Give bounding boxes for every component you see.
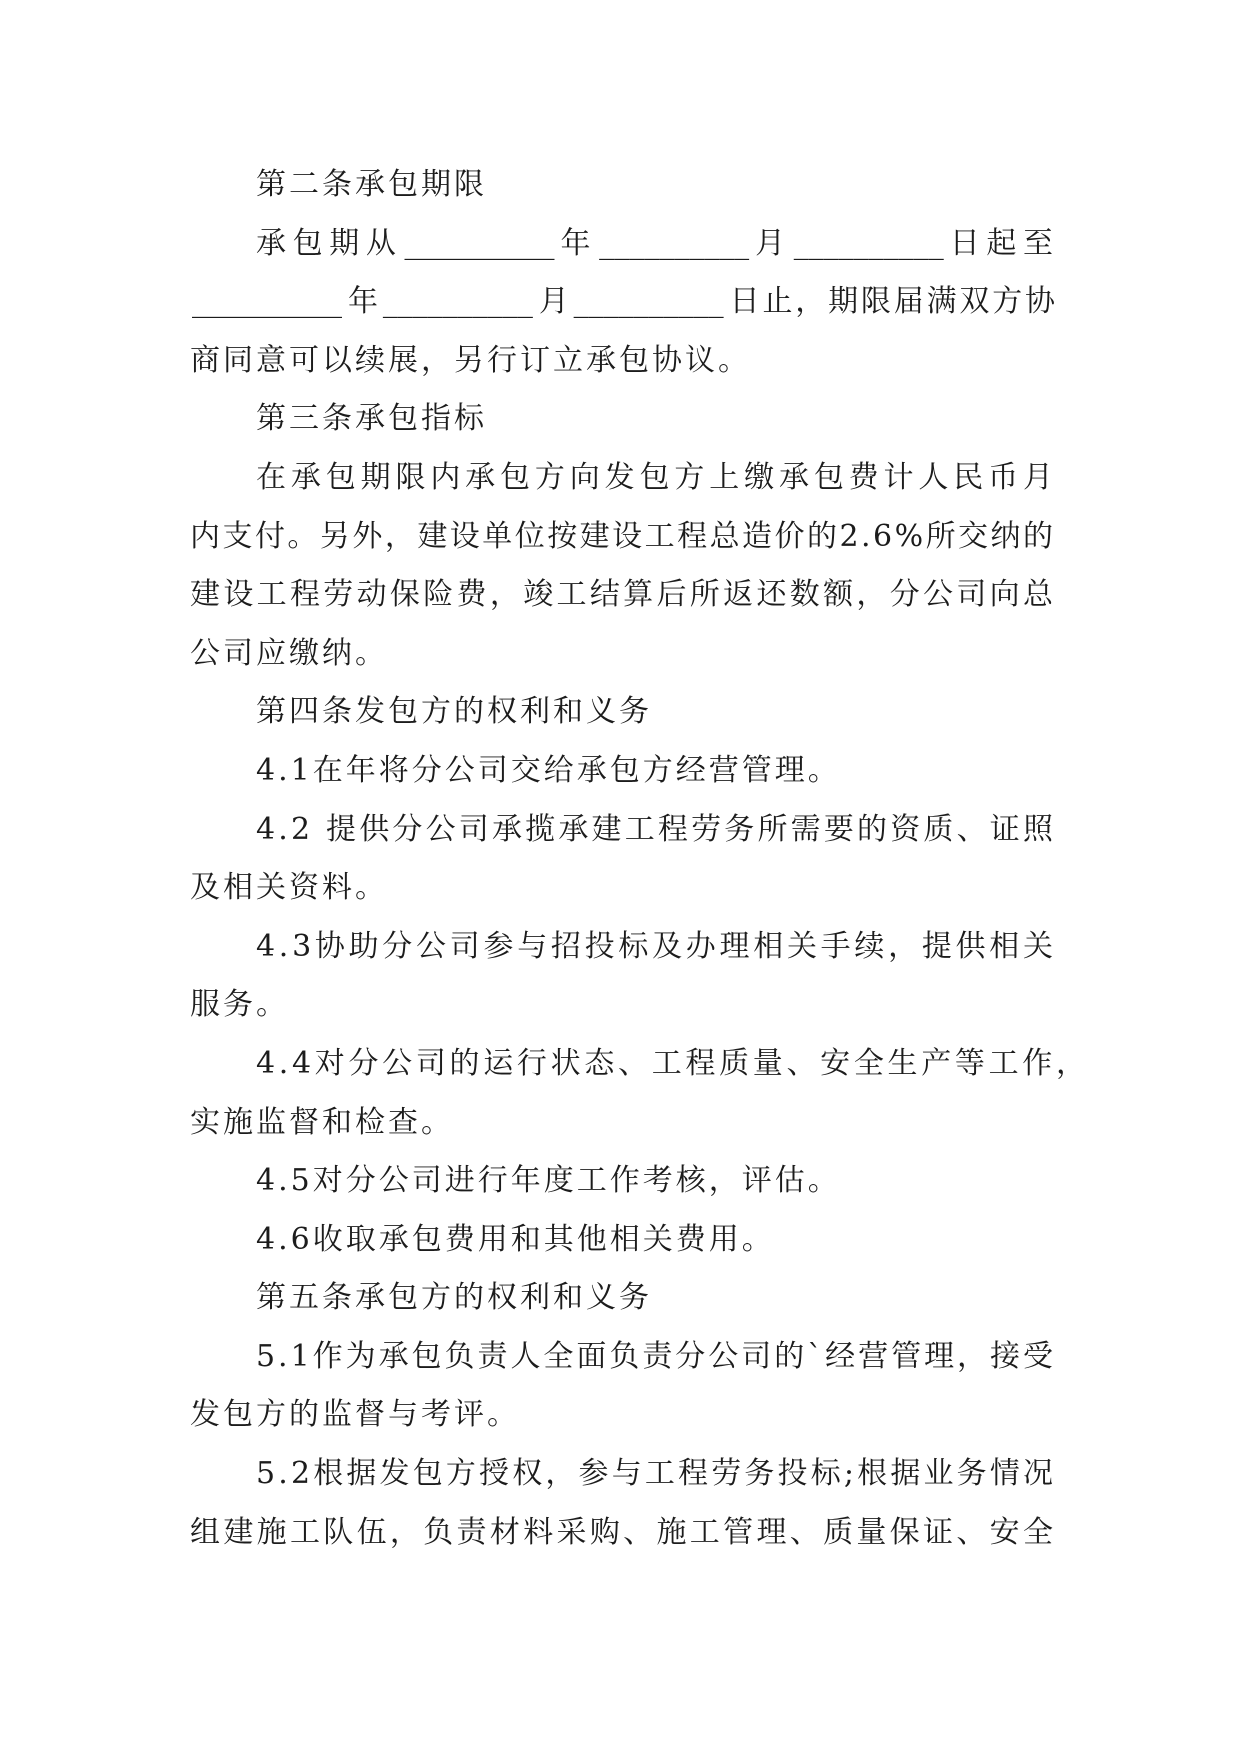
clause-5-1-continued: 发包方的监督与考评。 xyxy=(190,1397,520,1433)
line-text: 5.2根据发包方授权，参与工程劳务投标;根据业务情况 xyxy=(256,1456,1057,1492)
line-text: 在承包期限内承包方向发包方上缴承包费计人民币月 xyxy=(256,459,1058,495)
clause-4-6: 4.6收取承包费用和其他相关费用。 xyxy=(256,1221,775,1257)
year-label: 年 xyxy=(560,225,598,261)
term-start-text: 承包期从 xyxy=(256,225,403,261)
article-2-heading: 第二条承包期限 xyxy=(256,167,487,202)
clause-5-1 xyxy=(256,1328,1056,1387)
clause-4-4 xyxy=(256,1035,1090,1094)
month-label: 月 xyxy=(538,284,572,320)
article-3-line xyxy=(256,449,1058,508)
line-text: 内支付。另外，建设单位按建设工程总造价的2.6%所交纳的 xyxy=(190,518,1056,554)
month-label: 月 xyxy=(755,225,792,261)
line-text: 4.4对分公司的运行状态、工程质量、安全生产等工作， xyxy=(256,1045,1090,1081)
line-text: 5.1作为承包负责人全面负责分公司的`经营管理，接受 xyxy=(256,1338,1056,1374)
end-year-blank: __________ xyxy=(192,284,342,320)
term-end-line xyxy=(190,273,1058,332)
start-day-blank: __________ xyxy=(793,225,944,261)
clause-5-2-continued xyxy=(190,1504,1057,1563)
clause-4-2-continued: 及相关资料。 xyxy=(190,870,388,906)
article-3-line: 公司应缴纳。 xyxy=(190,635,388,671)
article-3-line xyxy=(190,566,1057,625)
year-label: 年 xyxy=(348,284,381,320)
line-text: 4.3协助分公司参与招投标及办理相关手续，提供相关 xyxy=(256,928,1057,964)
clause-4-2 xyxy=(256,801,1057,860)
clause-4-4-continued: 实施监督和检查。 xyxy=(190,1104,454,1140)
line-text: 4.2 提供分公司承揽承建工程劳务所需要的资质、证照 xyxy=(256,811,1057,847)
article-5 xyxy=(190,1269,1057,1562)
start-year-blank: __________ xyxy=(404,225,555,261)
start-month-blank: __________ xyxy=(599,225,750,261)
line-text: 建设工程劳动保险费，竣工结算后所返还数额，分公司向总 xyxy=(190,577,1057,613)
clause-4-1: 4.1在年将分公司交给承包方经营管理。 xyxy=(256,752,841,788)
term-start-line xyxy=(256,215,1060,274)
article-4-heading: 第四条发包方的权利和义务 xyxy=(256,694,652,730)
article-3 xyxy=(190,390,1058,683)
clause-5-2 xyxy=(256,1445,1057,1504)
article-3-heading: 第三条承包指标 xyxy=(256,401,487,437)
start-day-text: 日起至 xyxy=(949,225,1060,261)
clause-4-3-continued: 服务。 xyxy=(190,987,289,1023)
article-4 xyxy=(190,683,1090,1269)
end-day-blank: __________ xyxy=(573,284,724,320)
line-text: 组建施工队伍，负责材料采购、施工管理、质量保证、安全 xyxy=(190,1514,1057,1550)
article-3-line xyxy=(190,508,1056,567)
clause-4-5: 4.5对分公司进行年度工作考核，评估。 xyxy=(256,1163,841,1199)
article-2 xyxy=(190,156,1060,390)
document-page xyxy=(190,156,1090,1562)
clause-4-3 xyxy=(256,918,1057,977)
end-day-text: 日止，期限届满双方协 xyxy=(729,284,1058,320)
article-2-line: 商同意可以续展，另行订立承包协议。 xyxy=(190,342,751,378)
article-5-heading: 第五条承包方的权利和义务 xyxy=(256,1280,652,1316)
end-month-blank: __________ xyxy=(382,284,533,320)
